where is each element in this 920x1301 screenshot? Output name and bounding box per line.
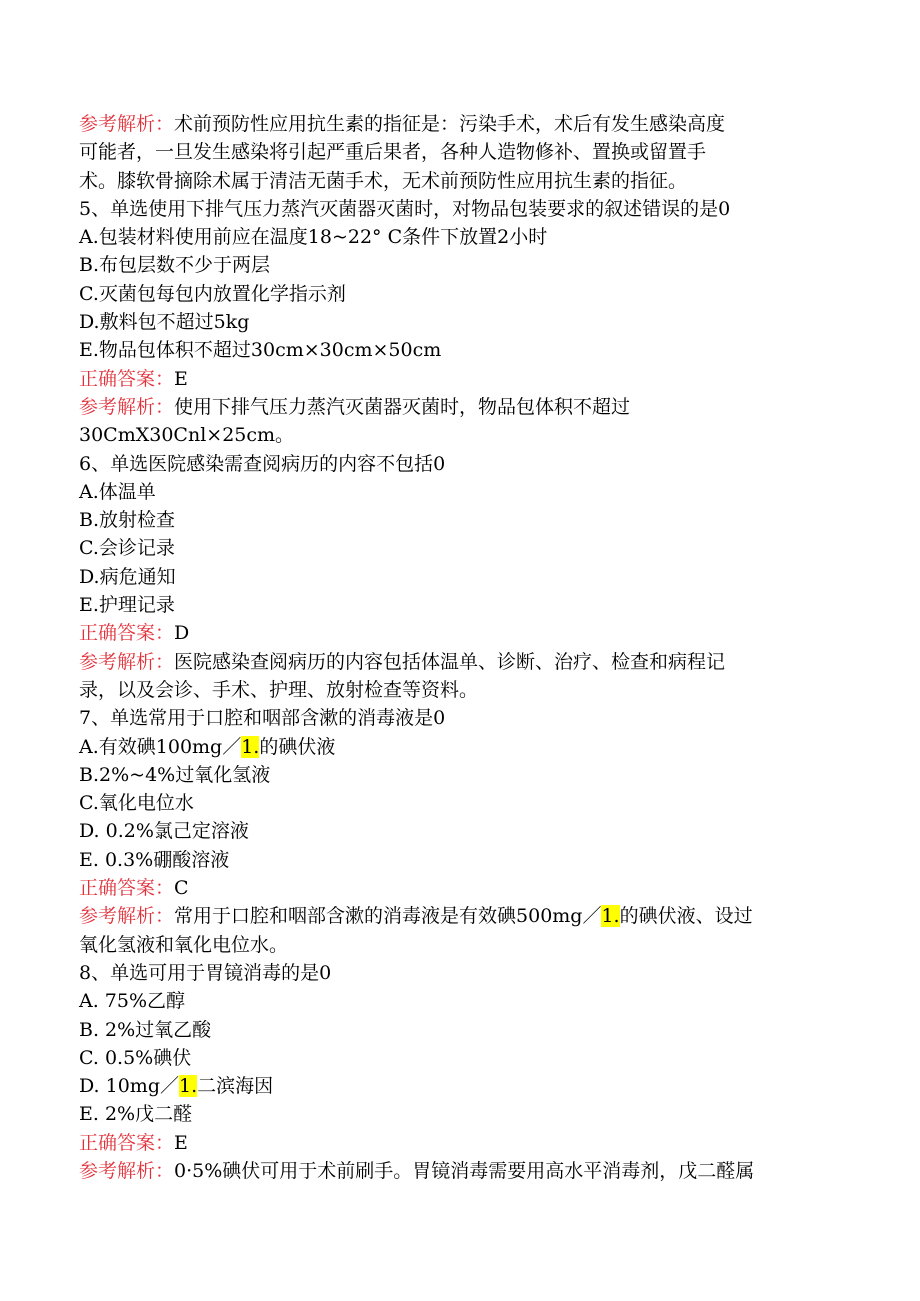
q8-option-a: A. 75%乙醇 (79, 990, 186, 1013)
answer-value: C (174, 877, 189, 900)
answer-value: D (174, 622, 190, 645)
q6-answer (79, 619, 839, 647)
q5-analysis-line-1 (79, 393, 839, 421)
analysis-text: 的碘伏液、设过 (619, 905, 753, 928)
analysis-text: 使用下排气压力蒸汽灭菌器灭菌时，物品包体积不超过 (174, 395, 631, 418)
q6-option-b: B.放射检查 (79, 509, 176, 532)
q7-option-c: C.氧化电位水 (79, 792, 194, 815)
analysis-text: 常用于口腔和咽部含漱的消毒液是有效碘500mg／ (174, 905, 602, 928)
q7-option-e: E. 0.3%硼酸溶液 (79, 848, 230, 871)
q7-question: 7、单选常用于口腔和咽部含漱的消毒液是0 (79, 707, 446, 730)
option-text: A.有效碘100mg／ (79, 735, 242, 758)
q7-option-b: B.2%~4%过氧化氢液 (79, 763, 271, 786)
q6-option-d: D.病危通知 (79, 565, 176, 588)
option-text: D. 10mg／ (79, 1075, 179, 1098)
highlight-mark: 1. (241, 735, 260, 758)
answer-label: 正确答案： (79, 622, 175, 645)
q5-option-d: D.敷料包不超过5kg (79, 311, 250, 334)
q4-analysis-line-3: 术。膝软骨摘除术属于清洁无菌手术，无术前预防性应用抗生素的指征。 (79, 169, 688, 192)
q8-analysis-line-1 (79, 1157, 839, 1185)
highlight-mark: 1. (601, 905, 620, 928)
q4-analysis-line-1 (79, 110, 839, 138)
analysis-text: 术前预防性应用抗生素的指征是：污染手术，术后有发生感染高度 (174, 113, 726, 135)
q4-analysis-line-2: 可能者，一旦发生感染将引起严重后果者，各种人造物修补、置换或留置手 (79, 141, 707, 164)
q6-option-c: C.会诊记录 (79, 537, 175, 560)
answer-value: E (174, 1131, 188, 1154)
answer-label: 正确答案： (79, 367, 175, 390)
q5-question: 5、单选使用下排气压力蒸汽灭菌器灭菌时，对物品包装要求的叙述错误的是0 (79, 197, 731, 220)
option-text: 的碘伏液 (259, 735, 336, 758)
analysis-label: 参考解析： (79, 395, 175, 418)
q8-option-b: B. 2%过氧乙酸 (79, 1018, 212, 1041)
q8-question: 8、单选可用于胃镜消毒的是0 (79, 961, 332, 984)
q7-option-d: D. 0.2%氯己定溶液 (79, 820, 249, 843)
q7-analysis-line-2: 氧化氢液和氧化电位水。 (79, 933, 289, 956)
q6-analysis-line-2: 录，以及会诊、手术、护理、放射检查等资料。 (79, 678, 479, 701)
q8-option-d (79, 1072, 839, 1100)
answer-value: E (174, 367, 188, 390)
q7-option-a (79, 733, 839, 761)
q5-option-b: B.布包层数不少于两层 (79, 254, 271, 277)
option-text: 二滨海因 (197, 1075, 274, 1098)
q8-answer (79, 1129, 839, 1157)
analysis-label: 参考解析： (79, 113, 175, 135)
answer-label: 正确答案： (79, 1131, 175, 1154)
q5-option-e: E.物品包体积不超过30cm×30cm×50cm (79, 339, 442, 362)
analysis-label: 参考解析： (79, 650, 175, 673)
q5-option-c: C.灭菌包每包内放置化学指示剂 (79, 282, 346, 305)
q5-answer (79, 365, 839, 393)
answer-label: 正确答案： (79, 877, 175, 900)
analysis-label: 参考解析： (79, 1159, 175, 1182)
q5-analysis-line-2: 30CmX30Cnl×25cm。 (79, 424, 295, 447)
q6-question: 6、单选医院感染需查阅病历的内容不包括0 (79, 452, 446, 475)
q8-option-c: C. 0.5%碘伏 (79, 1046, 192, 1069)
highlight-mark: 1. (179, 1075, 198, 1098)
document-page (79, 110, 839, 1185)
analysis-text: 医院感染查阅病历的内容包括体温单、诊断、治疗、检查和病程记 (174, 650, 726, 673)
q6-analysis-line-1 (79, 648, 839, 676)
analysis-text: 0·5%碘伏可用于术前刷手。胃镜消毒需要用高水平消毒剂，戊二醛属 (174, 1159, 755, 1182)
q8-option-e: E. 2%戊二醛 (79, 1103, 193, 1126)
q6-option-e: E.护理记录 (79, 594, 175, 617)
analysis-label: 参考解析： (79, 905, 175, 928)
q5-option-a: A.包装材料使用前应在温度18~22° C条件下放置2小时 (79, 226, 548, 249)
q7-analysis-line-1 (79, 902, 839, 930)
q6-option-a: A.体温单 (79, 480, 156, 503)
q7-answer (79, 874, 839, 902)
